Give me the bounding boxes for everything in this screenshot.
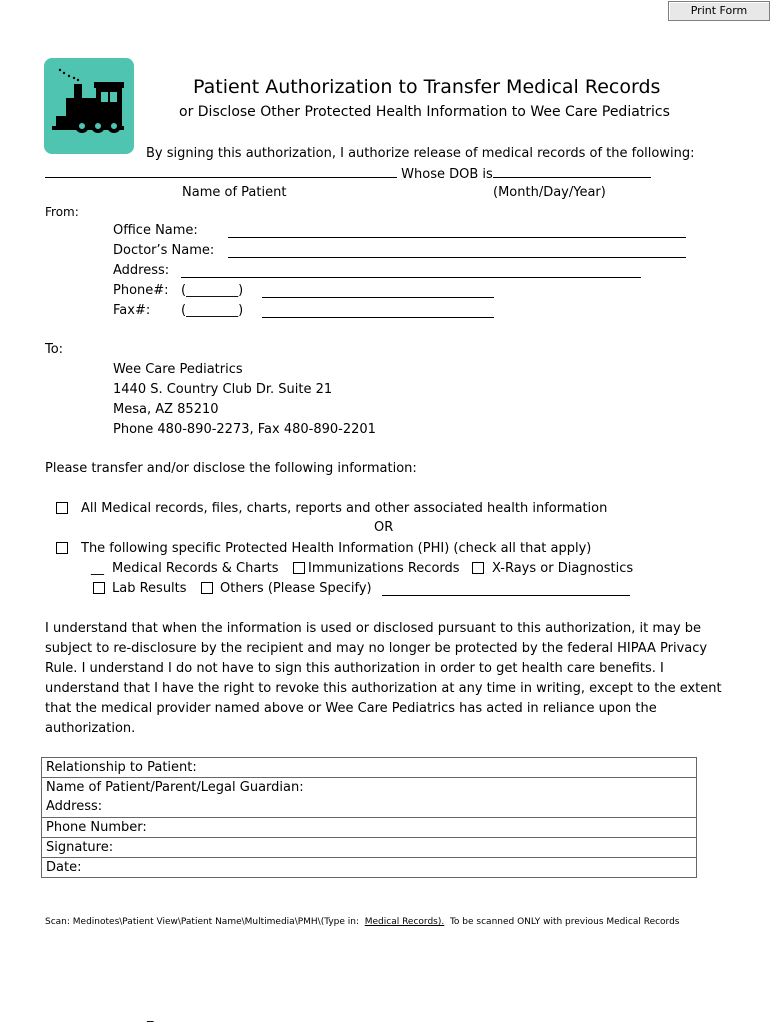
- page-title: Patient Authorization to Transfer Medical Records: [193, 76, 661, 98]
- office-name-field[interactable]: [228, 225, 686, 238]
- dob-field[interactable]: [493, 165, 651, 178]
- or-label: OR: [374, 520, 394, 535]
- relationship-label: Relationship to Patient:: [46, 760, 197, 775]
- name-caption: Name of Patient: [182, 185, 287, 200]
- all-records-label: All Medical records, files, charts, reports and other associated health information: [81, 501, 608, 516]
- footer-note: [45, 917, 680, 927]
- specific-phi-label: The following specific Protected Health Information (PHI) (check all that apply): [81, 541, 592, 556]
- xrays-checkbox[interactable]: [472, 562, 484, 574]
- others-specify-field[interactable]: [382, 583, 630, 596]
- guardian-address-label: Address:: [46, 799, 103, 814]
- dob-caption: (Month/Day/Year): [493, 185, 606, 200]
- patient-name-field[interactable]: [45, 165, 397, 178]
- immunizations-checkbox[interactable]: [293, 562, 305, 574]
- doctor-label: Doctor’s Name:: [113, 243, 215, 258]
- transfer-prompt: Please transfer and/or disclose the following information:: [45, 461, 417, 476]
- to-line: Wee Care Pediatrics: [113, 362, 243, 377]
- from-label: From:: [45, 205, 79, 219]
- date-row[interactable]: [42, 858, 696, 877]
- footer-medical-records: Medical Records).: [364, 917, 445, 927]
- phone-area-code: (________): [181, 283, 244, 298]
- footer-scan-note: To be scanned ONLY with previous Medical Records: [449, 917, 680, 927]
- page-subtitle: or Disclose Other Protected Health Information to Wee Care Pediatrics: [179, 104, 670, 120]
- others-label: Others (Please Specify): [220, 581, 372, 596]
- logo: [44, 58, 134, 154]
- relationship-row[interactable]: [42, 758, 696, 778]
- medical-records-label: Medical Records & Charts: [112, 561, 279, 576]
- xrays-label: X-Rays or Diagnostics: [492, 561, 634, 576]
- guardian-name-label: Name of Patient/Parent/Legal Guardian:: [46, 780, 304, 795]
- dob-label: Whose DOB is: [401, 167, 493, 182]
- name-address-row[interactable]: [42, 778, 696, 818]
- address-label: Address:: [113, 263, 170, 278]
- authorization-paragraph: I understand that when the information is used or disclosed pursuant to this authorization, it may be subject to re-disclosure by the recipient and may no longer be protected by the federal HIPAA Privacy Rule. I understand I do not have to sign this authorization in order to get health care benefits. I understand that I have the right to revoke this authorization at any time in writing, except to the extent that the medical provider named above or Wee Care Pediatrics has acted in reliance upon the authorization.: [45, 621, 722, 736]
- to-line: 1440 S. Country Club Dr. Suite 21: [113, 382, 333, 397]
- phone-field[interactable]: [262, 285, 494, 298]
- train-icon: [44, 58, 134, 154]
- phone-label: Phone#:: [113, 283, 169, 298]
- address-field[interactable]: [181, 265, 641, 278]
- fax-field[interactable]: [262, 305, 494, 318]
- phone-number-label: Phone Number:: [46, 820, 147, 835]
- phone-number-row[interactable]: [42, 818, 696, 838]
- fax-label: Fax#:: [113, 303, 151, 318]
- signature-row[interactable]: [42, 838, 696, 858]
- lab-results-label: Lab Results: [112, 581, 187, 596]
- bottom-mark: _: [147, 1008, 154, 1023]
- print-form-button[interactable]: Print Form: [668, 1, 770, 21]
- patient-line-row: [45, 165, 651, 182]
- others-checkbox[interactable]: [201, 582, 213, 594]
- lab-results-checkbox[interactable]: [93, 582, 105, 594]
- signature-table: [41, 757, 697, 878]
- doctor-name-field[interactable]: [228, 245, 686, 258]
- signature-label: Signature:: [46, 840, 114, 855]
- immunizations-label: Immunizations Records: [308, 561, 460, 576]
- medical-records-blank[interactable]: __: [91, 561, 104, 576]
- fax-area-code: (________): [181, 303, 244, 318]
- intro-text: By signing this authorization, I authorize release of medical records of the following:: [146, 146, 695, 161]
- date-label: Date:: [46, 860, 82, 875]
- to-line: Phone 480-890-2273, Fax 480-890-2201: [113, 422, 376, 437]
- footer-scan-path: Scan: Medinotes\Patient View\Patient Name\Multimedia\PMH\(Type in:: [45, 917, 359, 927]
- specific-phi-checkbox[interactable]: [56, 542, 68, 554]
- all-records-checkbox[interactable]: [56, 502, 68, 514]
- office-label: Office Name:: [113, 223, 198, 238]
- to-line: Mesa, AZ 85210: [113, 402, 219, 417]
- to-label: To:: [45, 342, 64, 357]
